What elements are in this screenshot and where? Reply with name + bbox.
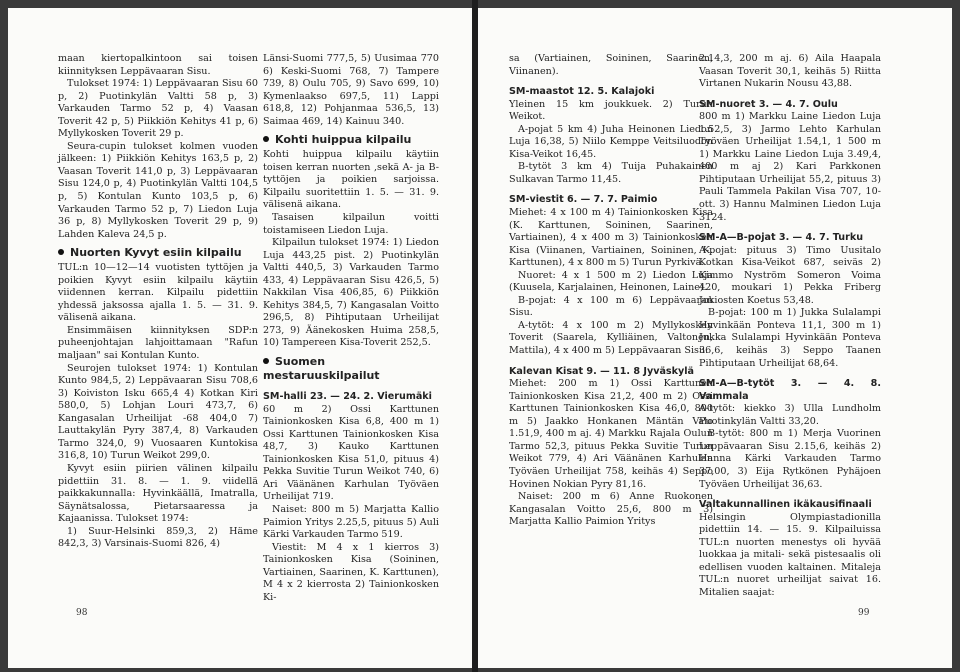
right-column-2 [699,53,881,599]
paragraph: Kilpailun tulokset 1974: 1) Liedon Luja 443,25 pist. 2) Puotinkylän Valtti 440,5, 3) Varkauden Tarmo 433, 4) Leppävaaran Sisu 426,5, 5) Nakkilan Visa 406,85, 6) Piikkiön Kehitys 384,5, 7) Kangasalan Voitto 296,5, 8) Pihtiputaan Urheilijat 273, 9) Äänekosken Huima 258,5, 10) Tampereen Kisa-Toverit 252,5. [263,237,439,349]
paragraph: Nuoret: 4 x 1 500 m 2) Liedon Luja (Kuusela, Karjalainen, Heinonen, Laine). [509,269,713,294]
paragraph: A-tytöt: kiekko 3) Ulla Lundholm Puotinkylän Valtti 33,20. [699,403,881,427]
event-heading: SM-viestit 6. — 7. 7. Paimio [509,194,658,206]
paragraph: TUL:n 10—12—14 vuotisten tyttöjen ja poikien Kyvyt esiin kilpailu käytiin viidennen kerran. Kilpailu pidettiin yhdessä jaksossa ajalla 1. 5. — 31. 9. välisenä aikana. [58,262,258,324]
section-heading [58,246,258,260]
event-heading: SM-A—B-pojat 3. — 4. 7. Turku [699,232,864,244]
left-column-1 [58,53,258,551]
paragraph: Helsingin Olympiastadionilla pidettiin 14. — 15. 9. Kilpailuissa TUL:n nuorten menestys oli hyvää luokkaa ja mitali- sekä pistesaalis oli edellisen vuoden kaltainen. Mitaleja TUL:n nuoret urheilijat saivat 16. Mitalien saajat: [699,511,881,598]
paragraph: Naiset: 200 m 6) Anne Ruokonen Kangasalan Voitto 25,6, 800 m 3) Marjatta Kallio Paimion Yritys [509,491,713,528]
paragraph: Yleinen 15 km joukkuek. 2) Turun Weikot. [509,98,713,123]
left-page [8,8,474,668]
paragraph: Kohti huippua kilpailu käytiin toisen kerran nuorten ,sekä A- ja B-tyttöjen ja poikien sarjoissa. Kilpailu suoritettiin 1. 5. — 31. 9. välisenä aikana. [263,149,439,211]
paragraph: 60 m 2) Ossi Karttunen Tainionkosken Kisa 6,8, 400 m 1) Ossi Karttunen Tainionkosken Kisa 48,7, 3) Kauko Karttunen Tainionkosken Kisa 51,0, pituus 4) Pekka Suvitie Turun Weikot 740, 6) Ari Väänänen Karhulan Työväen Urheilijat 719. [263,403,439,503]
page-number-right: 99 [858,608,870,618]
right-column-1 [509,53,713,529]
event-heading: Kalevan Kisat 9. — 11. 8 Jyväskylä [509,365,695,377]
paragraph: Naiset: 800 m 5) Marjatta Kallio Paimion Yritys 2.25,5, pituus 5) Auli Kärki Varkauden Tarmo 519. [263,503,439,541]
event-heading: SM-nuoret 3. — 4. 7. Oulu [699,98,838,110]
paragraph: B-tytöt: 800 m 1) Merja Vuorinen Leppävaaran Sisu 2.15,6, keihäs 2) Hanna Kärki Varkauden Tarmo 37,00, 3) Eija Rytkönen Pyhäjoen Työväen Urheilijat 36,63. [699,428,881,490]
paragraph: Seurojen tulokset 1974: 1) Kontulan Kunto 984,5, 2) Leppävaaran Sisu 708,6 3) Koiviston Isku 665,4 4) Kotkan Kiri 580,0, 5) Lohjan Louri 473,7, 6) Kangasalan Urheilijat -68 404,0 7) Lauttakylän Pyry 387,4, 8) Varkauden Tarmo 324,0, 9) Vuosaaren Kuntokisa 316,8, 10) Turun Weikot 299,0. [58,362,258,462]
paragraph: A-tytöt: 4 x 100 m 2) Myllykosken Toverit (Saarela, Kylliäinen, Valtonen, Mattila), 4 x 400 m 5) Leppävaaran Sisu. [509,319,713,357]
paragraph: A-pojat: pituus 3) Timo Uusitalo Kotkan Kisa-Veikot 687, seiväs 2) Kimmo Nyström Someron Voima 420, moukari 1) Pekka Friberg Jokiosten Koetus 53,48. [699,244,881,306]
section-heading-text: Suomen mestaruuskilpailut [263,355,380,383]
paragraph: B-pojat: 100 m 1) Jukka Sulalampi Hyvinkään Ponteva 11,1, 300 m 1) Jukka Sulalampi Hyvinkään Ponteva 36,6, keihäs 3) Seppo Taanen Pihtiputaan Urheilijat 68,64. [699,307,881,369]
page-number-left: 98 [76,608,88,618]
paragraph: Seura-cupin tulokset kolmen vuoden jälkeen: 1) Piikkiön Kehitys 163,5 p, 2) Vaasan Toverit 141,0 p, 3) Leppävaaran Sisu 124,0 p, 4) Puotinkylän Valtti 104,5 p, 5) Kontulan Kunto 103,5 p, 6) Varkauden Tarmo 52 p, 7) Liedon Luja 36 p, 8) Myllykosken Toverit 29 p, 9) Lahden Kaleva 24,5 p. [58,140,258,240]
paragraph: Tasaisen kilpailun voitti toistamiseen Liedon Luja. [263,212,439,236]
paragraph: Miehet: 200 m 1) Ossi Karttunen Tainionkosken Kisa 21,2, 400 m 2) Ossi Karttunen Tainionkosken Kisa 46,0, 800 m 5) Jaakko Honkanen Mäntän Valo 1.51,9, 400 m aj. 4) Markku Rajala Oulun Tarmo 52,3, pituus Pekka Suvitie Turun Weikot 779, 4) Ari Väänänen Karhulan Työväen Urheilijat 758, keihäs 4) Seppo Hovinen Nokian Pyry 81,16. [509,378,713,490]
paragraph: 2.14,3, 200 m aj. 6) Aila Haapala Vaasan Toverit 30,1, keihäs 5) Riitta Virtanen Nukarin Nousu 43,88. [699,53,881,90]
event-heading: SM-maastot 12. 5. Kalajoki [509,86,655,98]
paragraph: maan kiertopalkintoon sai toisen kiinnityksen Leppävaaran Sisu. [58,53,258,77]
paragraph: Viestit: M 4 x 1 kierros 3) Tainionkosken Kisa (Soininen, Vartiainen, Saarinen, K. Karttunen), M 4 x 2 kierrosta 2) Tainionkosken Ki- [263,541,439,603]
left-column-2 [263,53,439,604]
paragraph: 800 m 1) Markku Laine Liedon Luja 1.52,5, 3) Jarmo Lehto Karhulan Työväen Urheilijat 1.54,1, 1 500 m 1) Markku Laine Liedon Luja 3.49,4, 400 m aj 2) Kari Parkkonen Pihtiputaan Urheilijat 55,2, pituus 3) Pauli Tammela Pakilan Visa 707, 10-ott. 3) Hannu Malminen Liedon Luja 3124. [699,111,881,223]
paragraph: Länsi-Suomi 777,5, 5) Uusimaa 770 6) Keski-Suomi 768, 7) Tampere 739, 8) Oulu 705, 9) Savo 699, 10) Kymenlaakso 697,5, 11) Lappi 618,8, 12) Pohjanmaa 536,5, 13) Saimaa 469, 14) Kainuu 340. [263,53,439,127]
event-heading: SM-halli 23. — 24. 2. Vierumäki [263,391,432,403]
event-heading: SM-A—B-tytöt 3. — 4. 8. Vammala [699,378,881,402]
bullet-icon [58,249,64,255]
paragraph: Miehet: 4 x 100 m 4) Tainionkosken Kisa (K. Karttunen, Soininen, Saarinen, Vartiainen), 4 x 400 m 3) Tainionkosken Kisa (Viinanen, Vartiainen, Soininen, K. Karttunen), 4 x 800 m 5) Turun Pyrkivä. [509,207,713,269]
section-heading [263,133,439,147]
bullet-icon [263,136,269,142]
section-heading-text: Nuorten Kyvyt esiin kilpailu [70,246,242,260]
paragraph: Ensimmäisen kiinnityksen SDP:n puheenjohtajan lahjoittamaan "Rafun maljaan" sai Kontulan Kunto. [58,324,258,362]
right-page [478,8,952,668]
paragraph: A-pojat 5 km 4) Juha Heinonen Liedon Luja 16,38, 5) Niilo Kemppe Veitsiluodon Kisa-Veikot 16,45. [509,123,713,160]
paragraph: sa (Vartiainen, Soininen, Saarinen, Viinanen). [509,53,713,77]
paragraph: B-pojat: 4 x 100 m 6) Leppävaaran Sisu. [509,294,713,319]
paragraph: B-tytöt 3 km 4) Tuija Puhakainen Sulkavan Tarmo 11,45. [509,161,713,185]
section-heading [263,355,439,383]
paragraph: Tulokset 1974: 1) Leppävaaran Sisu 60 p, 2) Puotinkylän Valtti 58 p, 3) Varkauden Tarmo 52 p, 4) Vaasan Toverit 42 p, 5) Piikkiön Kehitys 41 p, 6) Myllykosken Toverit 29 p. [58,78,258,140]
paragraph: Kyvyt esiin piirien välinen kilpailu pidettiin 31. 8. — 1. 9. viidellä paikkakunnalla: Hyvinkäällä, Imatralla, Säynätsalossa, Pietarsaaressa ja Kajaanissa. Tulokset 1974: [58,462,258,525]
section-heading-text: Kohti huippua kilpailu [275,133,412,147]
paragraph: 1) Suur-Helsinki 859,3, 2) Häme 842,3, 3) Varsinais-Suomi 826, 4) [58,525,258,550]
event-heading: Valtakunnallinen ikäkausifinaali [699,499,872,511]
bullet-icon [263,358,269,364]
